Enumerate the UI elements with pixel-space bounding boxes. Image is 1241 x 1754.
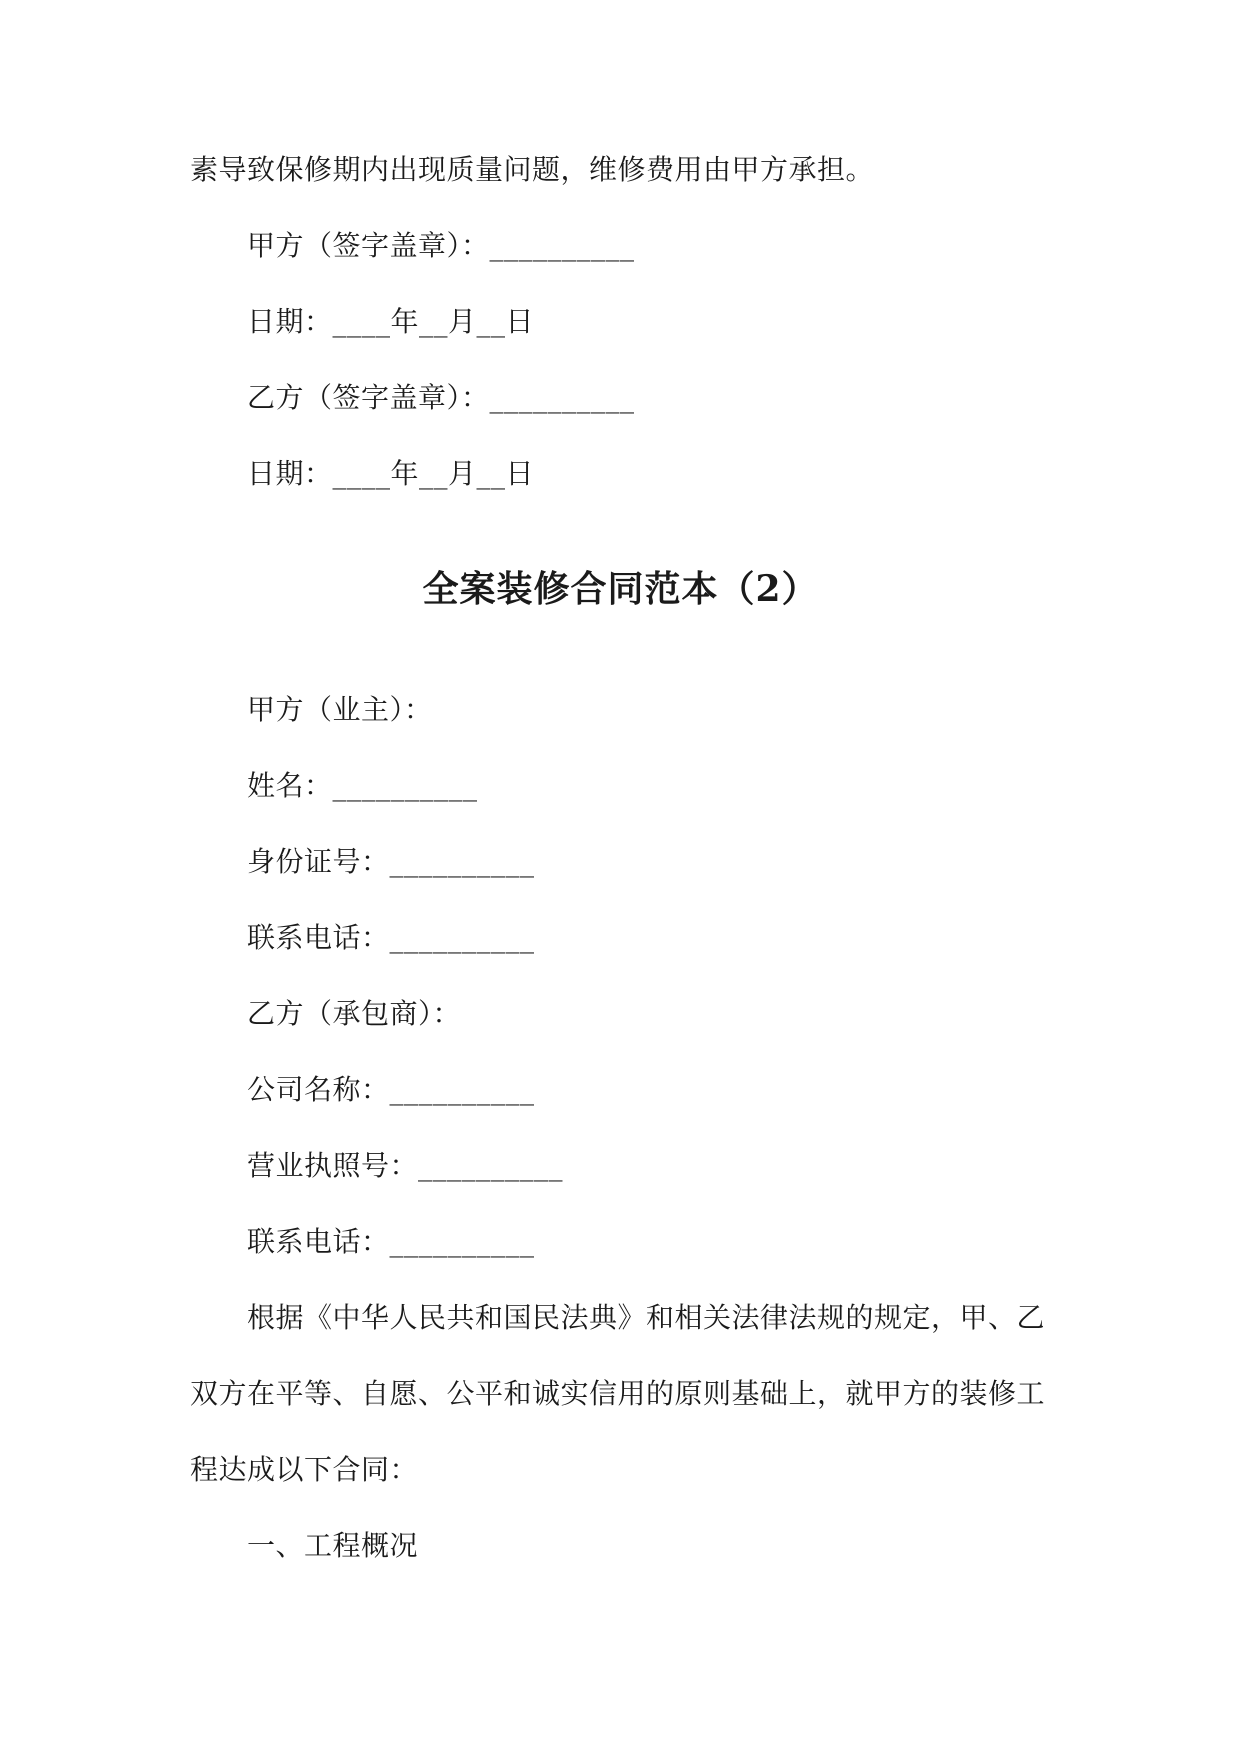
party-b-company: 公司名称：__________	[247, 1073, 535, 1106]
preamble-line-3: 程达成以下合同：	[190, 1453, 419, 1486]
party-a-date: 日期：____年__月__日	[247, 305, 535, 338]
party-b-license: 营业执照号：__________	[247, 1149, 564, 1182]
section-heading-1: 一、工程概况	[247, 1529, 419, 1562]
preamble-line-1: 根据《中华人民共和国民法典》和相关法律法规的规定，甲、乙	[247, 1301, 1046, 1334]
party-b-heading: 乙方（承包商）：	[247, 997, 462, 1030]
party-a-name: 姓名：__________	[247, 769, 478, 802]
party-b-signature: 乙方（签字盖章）：__________	[247, 381, 635, 414]
preamble-line-2: 双方在平等、自愿、公平和诚实信用的原则基础上，就甲方的装修工	[190, 1377, 1046, 1410]
party-b-date: 日期：____年__月__日	[247, 457, 535, 490]
continuation-text: 素导致保修期内出现质量问题，维修费用由甲方承担。	[190, 153, 875, 186]
party-a-phone: 联系电话：__________	[247, 921, 535, 954]
document-title: 全案装修合同范本（2）	[422, 568, 819, 610]
party-a-id-number: 身份证号：__________	[247, 845, 535, 878]
party-a-heading: 甲方（业主）：	[247, 693, 433, 726]
party-a-signature: 甲方（签字盖章）：__________	[247, 229, 635, 262]
party-b-phone: 联系电话：__________	[247, 1225, 535, 1258]
